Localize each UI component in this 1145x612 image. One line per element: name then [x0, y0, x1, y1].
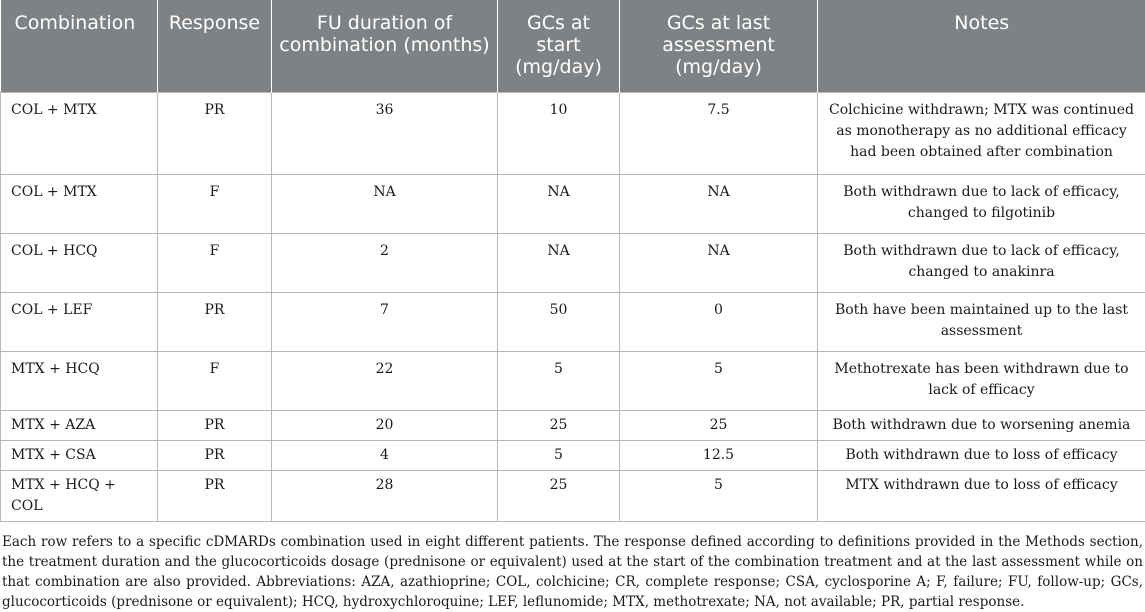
table-row [1, 410, 1145, 440]
cell-gcs-last: 7.5 [620, 92, 818, 174]
header-notes: Notes [818, 0, 1145, 92]
cell-gcs-start: 5 [498, 351, 620, 410]
cell-notes: Both withdrawn due to worsening anemia [818, 410, 1145, 440]
table-row [1, 174, 1145, 233]
header-gcs-start: GCs at start (mg/day) [498, 0, 620, 92]
table-row [1, 351, 1145, 410]
cell-gcs-start: 25 [498, 410, 620, 440]
cell-fu-duration: NA [272, 174, 498, 233]
table-row [1, 292, 1145, 351]
cell-combination: COL + LEF [1, 292, 158, 351]
table-row [1, 470, 1145, 521]
table-footnote: Each row refers to a specific cDMARDs combination used in eight different patients. The response defined according to definitions provided in the Methods section, the treatment duration and the glucocorticoids dosage (prednisone or equivalent) used at the start of the combination treatment and at the last assessment while on that combination are also provided. Abbreviations: AZA, azathioprine; COL, colchicine; CR, complete response; CSA, cyclosporine A; F, failure; FU, follow-up; GCs, glucocorticoids (prednisone or equivalent); HCQ, hydroxychloroquine; LEF, leflunomide; MTX, methotrexate; NA, not available; PR, partial response. [2, 533, 1143, 610]
cell-fu-duration: 20 [272, 410, 498, 440]
cell-response: F [158, 233, 272, 292]
cell-combination: COL + MTX [1, 174, 158, 233]
cell-gcs-last: NA [620, 174, 818, 233]
cell-notes: Both withdrawn due to lack of efficacy, changed to filgotinib [818, 174, 1145, 233]
cell-gcs-last: 5 [620, 470, 818, 521]
cell-gcs-start: 25 [498, 470, 620, 521]
cell-gcs-start: NA [498, 174, 620, 233]
cell-gcs-last: 12.5 [620, 440, 818, 470]
cell-combination: COL + MTX [1, 92, 158, 174]
table-row [1, 440, 1145, 470]
header-gcs-last: GCs at last assessment (mg/day) [620, 0, 818, 92]
header-combination: Combination [1, 0, 158, 92]
cell-gcs-start: NA [498, 233, 620, 292]
cell-response: PR [158, 410, 272, 440]
cell-notes: Both have been maintained up to the last assessment [818, 292, 1145, 351]
cell-gcs-last: 25 [620, 410, 818, 440]
cell-notes: Both withdrawn due to loss of efficacy [818, 440, 1145, 470]
cell-response: F [158, 351, 272, 410]
cell-gcs-last: NA [620, 233, 818, 292]
cell-gcs-start: 10 [498, 92, 620, 174]
cell-fu-duration: 4 [272, 440, 498, 470]
cell-fu-duration: 2 [272, 233, 498, 292]
cell-gcs-start: 50 [498, 292, 620, 351]
cell-response: PR [158, 440, 272, 470]
cell-combination: MTX + AZA [1, 410, 158, 440]
cell-combination: COL + HCQ [1, 233, 158, 292]
header-response: Response [158, 0, 272, 92]
cell-fu-duration: 22 [272, 351, 498, 410]
cell-response: PR [158, 292, 272, 351]
cell-combination: MTX + CSA [1, 440, 158, 470]
cell-notes: Methotrexate has been withdrawn due to lack of efficacy [818, 351, 1145, 410]
header-fu-duration: FU duration of combination (months) [272, 0, 498, 92]
cell-combination: MTX + HCQ [1, 351, 158, 410]
cell-gcs-last: 0 [620, 292, 818, 351]
cell-notes: Colchicine withdrawn; MTX was continued as monotherapy as no additional efficacy had been obtained after combination [818, 92, 1145, 174]
cell-notes: Both withdrawn due to lack of efficacy, changed to anakinra [818, 233, 1145, 292]
cell-combination: MTX + HCQ + COL [1, 470, 158, 521]
cell-fu-duration: 28 [272, 470, 498, 521]
cell-gcs-last: 5 [620, 351, 818, 410]
cell-gcs-start: 5 [498, 440, 620, 470]
table-row [1, 233, 1145, 292]
cell-response: PR [158, 470, 272, 521]
cell-response: PR [158, 92, 272, 174]
cell-fu-duration: 36 [272, 92, 498, 174]
cell-fu-duration: 7 [272, 292, 498, 351]
table-row [1, 92, 1145, 174]
cell-response: F [158, 174, 272, 233]
table-header-row [1, 0, 1145, 92]
cell-notes: MTX withdrawn due to loss of efficacy [818, 470, 1145, 521]
